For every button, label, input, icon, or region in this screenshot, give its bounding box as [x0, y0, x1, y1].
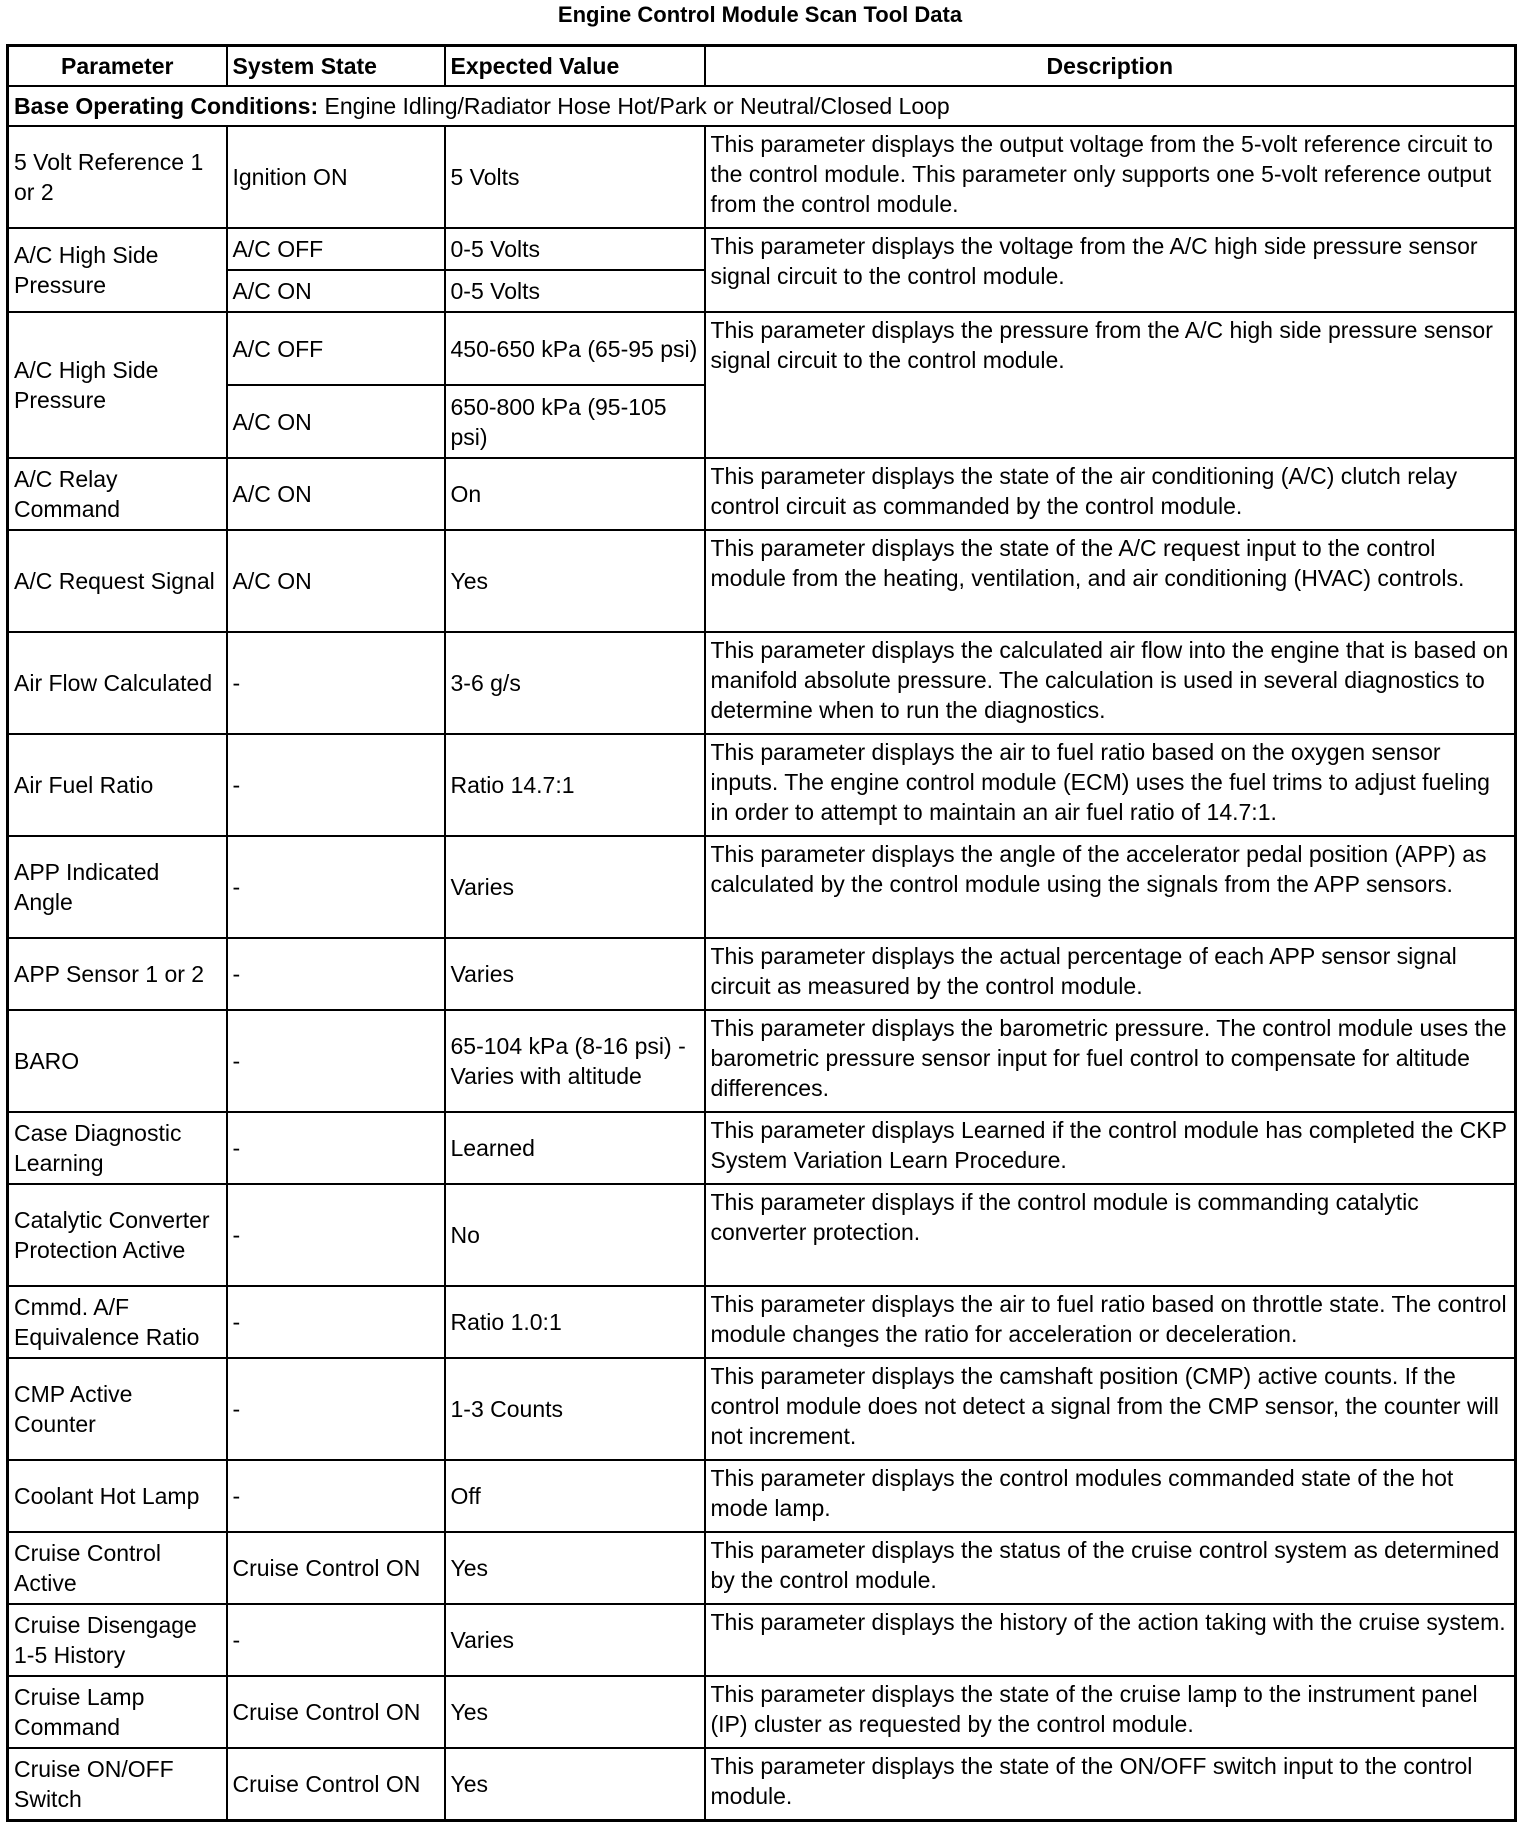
parameter-cell: Air Flow Calculated	[8, 632, 227, 734]
description-cell: This parameter displays the air to fuel ratio based on throttle state. The control module changes the ratio for acceleration or deceleration.	[705, 1286, 1516, 1358]
description-cell: This parameter displays the state of the cruise lamp to the instrument panel (IP) cluster as requested by the control module.	[705, 1676, 1516, 1748]
base-conditions	[8, 86, 1516, 126]
description-cell: This parameter displays the history of the action taking with the cruise system.	[705, 1604, 1516, 1676]
system-state-cell: -	[227, 938, 445, 1010]
system-state-cell: Ignition ON	[227, 126, 445, 228]
system-state-cell: Cruise Control ON	[227, 1748, 445, 1820]
scan-tool-data-table	[6, 44, 1517, 1822]
description-cell: This parameter displays the air to fuel ratio based on the oxygen sensor inputs. The engine control module (ECM) uses the fuel trims to adjust fueling in order to attempt to maintain an air fuel ratio of 14.7:1.	[705, 734, 1516, 836]
table-row	[8, 1604, 1516, 1676]
parameter-cell: Coolant Hot Lamp	[8, 1460, 227, 1532]
parameter-cell: BARO	[8, 1010, 227, 1112]
system-state-cell: A/C OFF	[227, 228, 445, 270]
system-state-cell: -	[227, 632, 445, 734]
parameter-cell: Air Fuel Ratio	[8, 734, 227, 836]
table-row	[8, 1184, 1516, 1286]
system-state-cell: -	[227, 1184, 445, 1286]
parameter-cell: A/C Request Signal	[8, 530, 227, 632]
table-row	[8, 1676, 1516, 1748]
expected-value-cell: Yes	[445, 1676, 705, 1748]
system-state-cell: -	[227, 1604, 445, 1676]
system-state-cell: -	[227, 836, 445, 938]
table-row	[8, 1286, 1516, 1358]
parameter-cell: APP Sensor 1 or 2	[8, 938, 227, 1010]
parameter-cell: A/C High Side Pressure	[8, 312, 227, 458]
description-cell: This parameter displays the pressure from the A/C high side pressure sensor signal circuit to the control module.	[705, 312, 1516, 458]
system-state-cell: -	[227, 1286, 445, 1358]
expected-value-cell: On	[445, 458, 705, 530]
expected-value-cell: Off	[445, 1460, 705, 1532]
expected-value-cell: Ratio 14.7:1	[445, 734, 705, 836]
base-conditions-text: Engine Idling/Radiator Hose Hot/Park or Neutral/Closed Loop	[324, 93, 950, 119]
table-row	[8, 312, 1516, 385]
expected-value-cell: Varies	[445, 1604, 705, 1676]
expected-value-cell: 0-5 Volts	[445, 270, 705, 312]
parameter-cell: A/C Relay Command	[8, 458, 227, 530]
description-cell: This parameter displays the actual percentage of each APP sensor signal circuit as measured by the control module.	[705, 938, 1516, 1010]
parameter-cell: 5 Volt Reference 1 or 2	[8, 126, 227, 228]
description-cell: This parameter displays the state of the A/C request input to the control module from the heating, ventilation, and air conditioning (HVAC) controls.	[705, 530, 1516, 632]
table-row	[8, 836, 1516, 938]
system-state-cell: A/C ON	[227, 458, 445, 530]
parameter-cell: Cruise ON/OFF Switch	[8, 1748, 227, 1820]
description-cell: This parameter displays the status of the cruise control system as determined by the control module.	[705, 1532, 1516, 1604]
description-cell: This parameter displays the control modules commanded state of the hot mode lamp.	[705, 1460, 1516, 1532]
expected-value-cell: 5 Volts	[445, 126, 705, 228]
system-state-cell: Cruise Control ON	[227, 1676, 445, 1748]
table-row	[8, 1112, 1516, 1184]
parameter-cell: Cruise Control Active	[8, 1532, 227, 1604]
parameter-cell: Cruise Lamp Command	[8, 1676, 227, 1748]
table-row	[8, 734, 1516, 836]
expected-value-cell: 450-650 kPa (65-95 psi)	[445, 312, 705, 385]
description-cell: This parameter displays the calculated air flow into the engine that is based on manifold absolute pressure. The calculation is used in several diagnostics to determine when to run the diagnostics.	[705, 632, 1516, 734]
parameter-cell: Cruise Disengage 1-5 History	[8, 1604, 227, 1676]
header-description: Description	[705, 46, 1516, 87]
parameter-cell: CMP Active Counter	[8, 1358, 227, 1460]
table-row	[8, 1010, 1516, 1112]
table-row	[8, 938, 1516, 1010]
description-cell: This parameter displays the camshaft position (CMP) active counts. If the control module does not detect a signal from the CMP sensor, the counter will not increment.	[705, 1358, 1516, 1460]
expected-value-cell: No	[445, 1184, 705, 1286]
system-state-cell: A/C OFF	[227, 312, 445, 385]
expected-value-cell: 650-800 kPa (95-105 psi)	[445, 385, 705, 458]
expected-value-cell: 0-5 Volts	[445, 228, 705, 270]
table-row	[8, 1358, 1516, 1460]
description-cell: This parameter displays the voltage from the A/C high side pressure sensor signal circuit to the control module.	[705, 228, 1516, 312]
expected-value-cell: Learned	[445, 1112, 705, 1184]
expected-value-cell: 1-3 Counts	[445, 1358, 705, 1460]
parameter-cell: Cmmd. A/F Equivalence Ratio	[8, 1286, 227, 1358]
base-conditions-label: Base Operating Conditions:	[14, 93, 319, 119]
parameter-cell: Catalytic Converter Protection Active	[8, 1184, 227, 1286]
system-state-cell: -	[227, 1010, 445, 1112]
table-row	[8, 530, 1516, 632]
system-state-cell: Cruise Control ON	[227, 1532, 445, 1604]
table-row	[8, 632, 1516, 734]
parameter-cell: A/C High Side Pressure	[8, 228, 227, 312]
expected-value-cell: Yes	[445, 1532, 705, 1604]
expected-value-cell: Yes	[445, 1748, 705, 1820]
expected-value-cell: Varies	[445, 836, 705, 938]
system-state-cell: -	[227, 1112, 445, 1184]
header-system-state: System State	[227, 46, 445, 87]
base-conditions-row	[8, 86, 1516, 126]
system-state-cell: A/C ON	[227, 270, 445, 312]
description-cell: This parameter displays the state of the ON/OFF switch input to the control module.	[705, 1748, 1516, 1820]
header-expected-value: Expected Value	[445, 46, 705, 87]
description-cell: This parameter displays the output voltage from the 5-volt reference circuit to the control module. This parameter only supports one 5-volt reference output from the control module.	[705, 126, 1516, 228]
table-row	[8, 126, 1516, 228]
header-parameter: Parameter	[8, 46, 227, 87]
expected-value-cell: Yes	[445, 530, 705, 632]
header-row	[8, 46, 1516, 87]
expected-value-cell: Varies	[445, 938, 705, 1010]
parameter-cell: APP Indicated Angle	[8, 836, 227, 938]
table-row	[8, 458, 1516, 530]
system-state-cell: A/C ON	[227, 530, 445, 632]
description-cell: This parameter displays the angle of the accelerator pedal position (APP) as calculated by the control module using the signals from the APP sensors.	[705, 836, 1516, 938]
description-cell: This parameter displays the barometric pressure. The control module uses the barometric pressure sensor input for fuel control to compensate for altitude differences.	[705, 1010, 1516, 1112]
expected-value-cell: 65-104 kPa (8-16 psi) - Varies with altitude	[445, 1010, 705, 1112]
table-row	[8, 1748, 1516, 1820]
expected-value-cell: 3-6 g/s	[445, 632, 705, 734]
table-row	[8, 1532, 1516, 1604]
expected-value-cell: Ratio 1.0:1	[445, 1286, 705, 1358]
description-cell: This parameter displays if the control module is commanding catalytic converter protection.	[705, 1184, 1516, 1286]
table-row	[8, 1460, 1516, 1532]
parameter-cell: Case Diagnostic Learning	[8, 1112, 227, 1184]
system-state-cell: -	[227, 1460, 445, 1532]
system-state-cell: A/C ON	[227, 385, 445, 458]
system-state-cell: -	[227, 1358, 445, 1460]
system-state-cell: -	[227, 734, 445, 836]
page-title: Engine Control Module Scan Tool Data	[557, 2, 963, 27]
table-row	[8, 228, 1516, 270]
description-cell: This parameter displays the state of the air conditioning (A/C) clutch relay control circuit as commanded by the control module.	[705, 458, 1516, 530]
description-cell: This parameter displays Learned if the control module has completed the CKP System Variation Learn Procedure.	[705, 1112, 1516, 1184]
